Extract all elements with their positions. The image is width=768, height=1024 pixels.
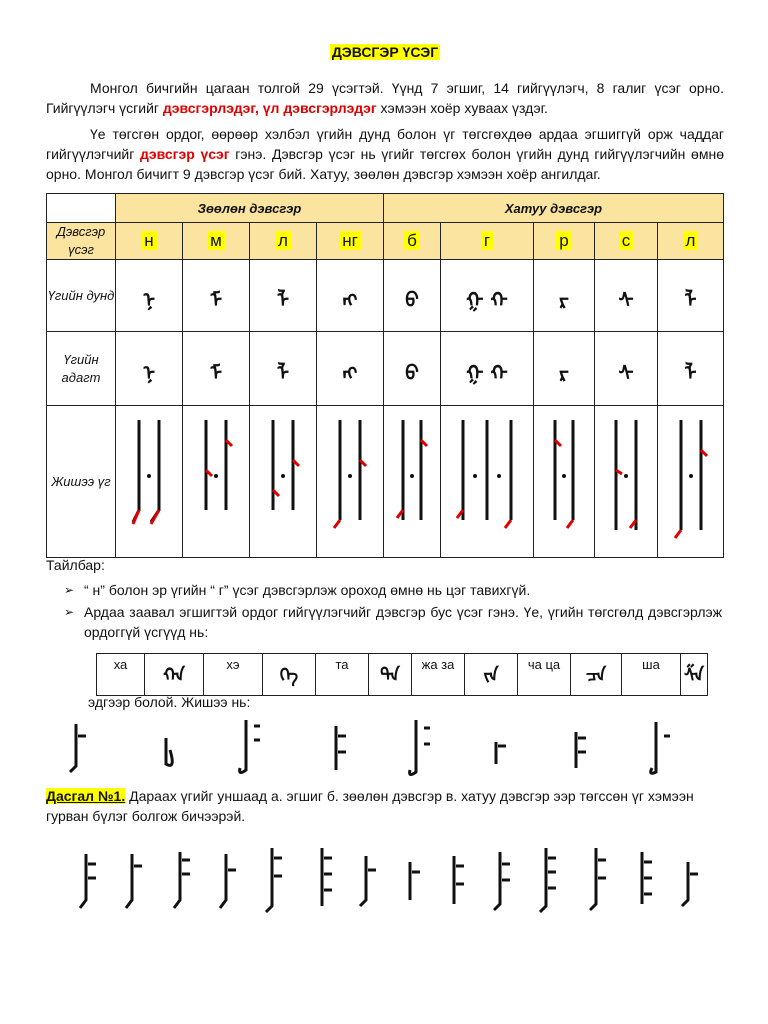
note-item: ➢ Ардаа заавал эгшигтэй ордог гийгүүлэгчийг дэвсгэр бус үсэг гэнэ. Үе, үгийн төгсгөлд дэвсгэрлэж ордоггүй үсгүүд нь: — [64, 602, 722, 642]
end-glyph: ᠨ — [116, 332, 183, 406]
letter-cell: нг — [317, 223, 384, 260]
mongol-script-example — [665, 410, 717, 550]
syllable-label: та — [316, 654, 369, 696]
note-item: ➢ “ н” болон эр үгийн “ г” үсэг дэвсгэрлэж ороход өмнө нь цэг тавихгүй. — [64, 580, 722, 600]
mongol-script-example — [539, 410, 589, 550]
letter-cell: л — [658, 223, 724, 260]
mongol-script-example — [600, 410, 652, 550]
mongol-script-example — [188, 410, 244, 550]
example-words-cell — [595, 406, 658, 558]
middle-glyph: ᠮ — [183, 260, 250, 332]
note-title: Тайлбар: — [46, 557, 105, 573]
letter-cell: с — [595, 223, 658, 260]
syllable-label: жа за — [412, 654, 465, 696]
example-words-cell — [658, 406, 724, 558]
letter-cell: б — [384, 223, 441, 260]
syllable-glyph: ᠬᠡ — [263, 654, 316, 696]
end-glyph: ᠯ — [250, 332, 317, 406]
example-row — [47, 406, 724, 558]
end-glyph: ᠰ — [595, 332, 658, 406]
middle-glyph: ᠷ — [534, 260, 595, 332]
mongol-script-example — [255, 410, 311, 550]
letter-cell: н — [116, 223, 183, 260]
row-label-example: Жишээ үг — [47, 406, 116, 558]
middle-glyph: ᠯ — [250, 260, 317, 332]
middle-glyph: ᠭ ᠬ — [441, 260, 534, 332]
script-examples-row — [56, 716, 706, 780]
table-header-row — [47, 194, 724, 223]
middle-glyph: ᠨ — [116, 260, 183, 332]
end-glyph: ᠩ — [317, 332, 384, 406]
non-final-letters-table — [96, 653, 708, 696]
middle-glyph: ᠪ — [384, 260, 441, 332]
intro-paragraph: Монгол бичгийн цагаан толгой 29 үсэгтэй. Үүнд 7 эгшиг, 14 гийгүүлэгч, 8 галиг үсэг орно. Гийгүүлэгч үсгийг дэвсгэрлэдэг, үл дэвсгэрлэдэг хэмээн хоёр хуваах үздэг. — [46, 80, 724, 116]
letter-cell: г — [441, 223, 534, 260]
row-label-end: Үгийн адагт — [47, 332, 116, 406]
syllable-glyph: ᠲᠠ — [369, 654, 412, 696]
end-form-row — [47, 332, 724, 406]
final-letters-table — [46, 193, 724, 558]
end-glyph: ᠭ ᠬ — [441, 332, 534, 406]
syllable-label: хэ — [204, 654, 263, 696]
middle-glyph: ᠰ — [595, 260, 658, 332]
syllable-glyph: ᠬᠠ — [145, 654, 204, 696]
syllable-glyph: ᠵᠠ — [465, 654, 518, 696]
exercise-block — [46, 786, 724, 826]
example-words-cell — [116, 406, 183, 558]
end-glyph: ᠪ — [384, 332, 441, 406]
definition-paragraph: Үе төгсгөн ордог, өөрөөр хэлбэл үгийн дунд болон үг төгсгөхдөө ардаа эгшиггүй орж чаддаг гийгүүлэгчийг дэвсгэр үсэг гэнэ. Дэвсгэр үсэг нь үгийг төгсгөх болон үгийн дунд гийгүүлэгчийн өмнө орно. Монгол бичигт 9 дэвсгэр үсэг бий. Хатуу, зөөлөн дэвсгэр хэмээн хоёр ангилдаг. — [46, 126, 724, 182]
syllable-label: ча ца — [518, 654, 571, 696]
example-words-cell — [534, 406, 595, 558]
example-words-cell — [384, 406, 441, 558]
end-glyph: ᠯ — [658, 332, 724, 406]
page-title: ДЭВСГЭР ҮСЭГ — [331, 44, 439, 60]
exercise-text: Дараах үгийг уншаад а. эгшиг б. зөөлөн дэвсгэр в. хатуу дэвсгэр ээр төгссөн үг хэмээн гурван бүлэг болгож бичээрэй. — [46, 788, 694, 824]
soft-final-header: Зөөлөн дэвсгэр — [116, 194, 384, 223]
example-words-cell — [250, 406, 317, 558]
middle-glyph: ᠩ — [317, 260, 384, 332]
row-label-middle: Үгийн дунд — [47, 260, 116, 332]
exercise-words-row — [76, 844, 716, 916]
letter-row — [47, 223, 724, 260]
mongol-script-example — [389, 410, 435, 550]
end-glyph: ᠮ — [183, 332, 250, 406]
letter-cell: р — [534, 223, 595, 260]
mongol-script-example — [121, 410, 177, 550]
syllable-label: ша — [622, 654, 681, 696]
syllable-glyph: ᠴᠠ — [571, 654, 622, 696]
syllable-glyph: ᠱᠠ — [681, 654, 708, 696]
mongol-script-example — [322, 410, 378, 550]
example-words-cell — [183, 406, 250, 558]
letter-cell: л — [250, 223, 317, 260]
example-intro: эдгээр болой. Жишээ нь: — [88, 694, 251, 710]
middle-form-row — [47, 260, 724, 332]
letter-cell: м — [183, 223, 250, 260]
example-words-cell — [317, 406, 384, 558]
middle-glyph: ᠯ — [658, 260, 724, 332]
hard-final-header: Хатуу дэвсгэр — [384, 194, 724, 223]
end-glyph: ᠷ — [534, 332, 595, 406]
notes-list — [64, 580, 722, 644]
mongol-script-example — [447, 410, 527, 550]
exercise-label: Дасгал №1. — [46, 788, 126, 804]
example-words-cell — [441, 406, 534, 558]
syllable-label: ха — [97, 654, 145, 696]
row-label-letter: Дэвсгэр үсэг — [47, 223, 116, 260]
